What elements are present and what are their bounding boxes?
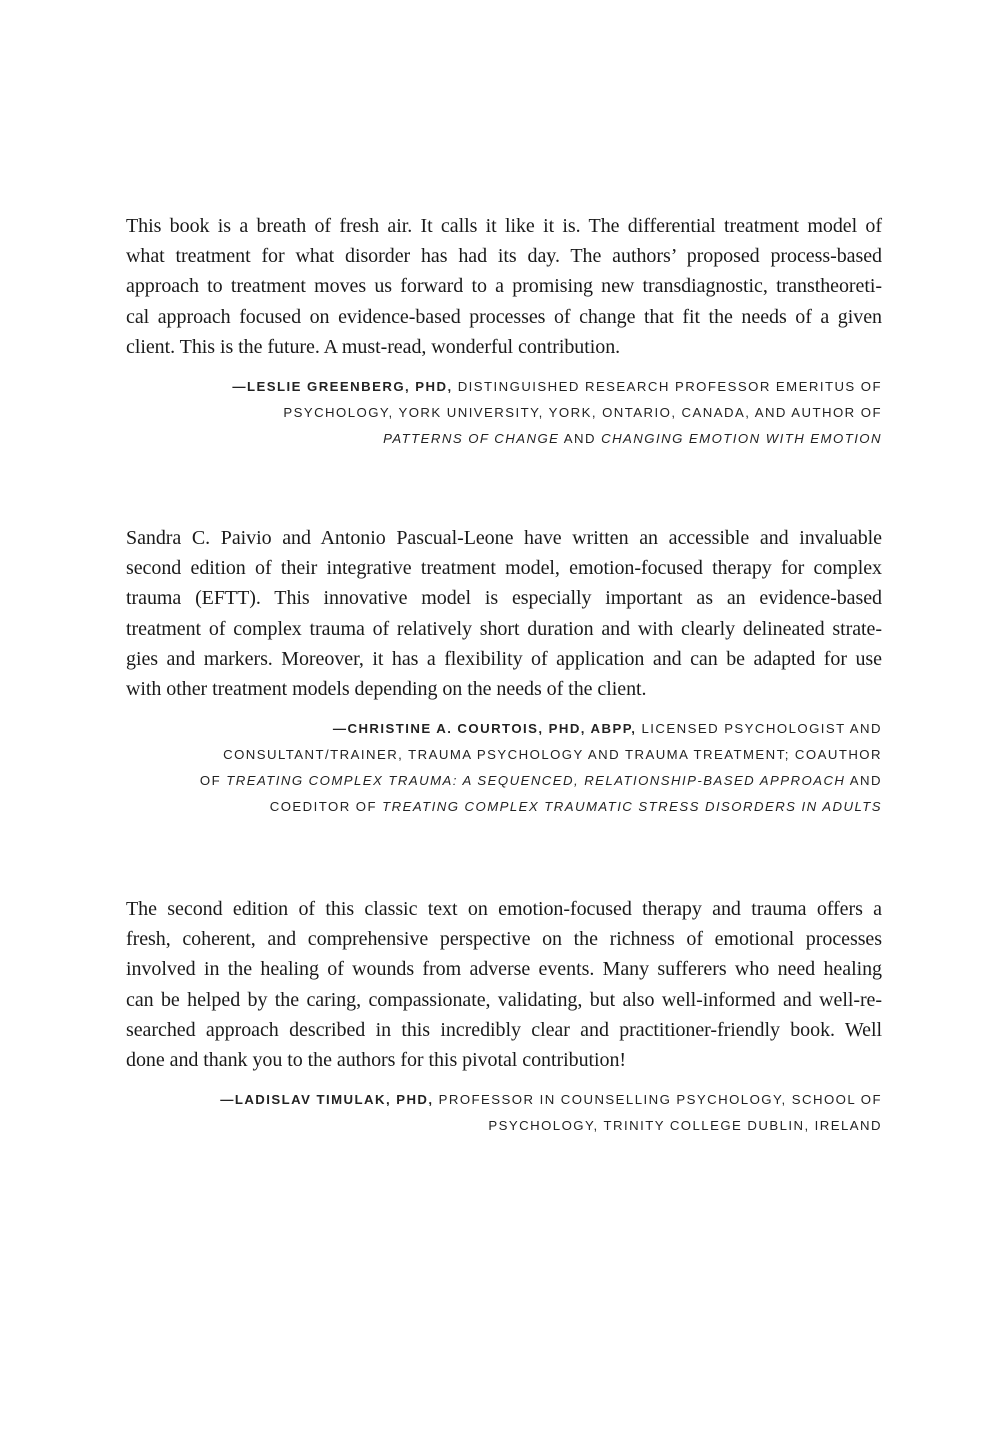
- attribution-line: [126, 426, 882, 452]
- book-title: PATTERNS OF CHANGE: [383, 431, 560, 447]
- quote-line: involved in the healing of wounds from adverse events. Many sufferers who need healing: [126, 958, 882, 981]
- quote-line: This book is a breath of fresh air. It calls it like it is. The differential treatment model of: [126, 215, 882, 237]
- attribution-text: OF: [199, 773, 227, 789]
- quote-line: treatment of complex trauma of relatively short duration and with clearly delineated strate-: [126, 617, 882, 640]
- quote-line: fresh, coherent, and comprehensive perspective on the richness of emotional processes: [126, 928, 882, 951]
- endorsement-courtois: [126, 523, 882, 820]
- attribution-line: PSYCHOLOGY, TRINITY COLLEGE DUBLIN, IRELAND: [488, 1118, 882, 1134]
- endorser-name: —CHRISTINE A. COURTOIS, PHD, ABPP,: [332, 721, 637, 737]
- attribution-text: AND: [845, 773, 882, 789]
- attribution-text: DISTINGUISHED RESEARCH PROFESSOR EMERITUS OF: [452, 379, 882, 395]
- endorsement-timulak: [126, 894, 882, 1139]
- endorsement-quote: [126, 211, 882, 362]
- attribution-text: COEDITOR OF: [269, 799, 383, 815]
- endorser-name: —LESLIE GREENBERG, PHD,: [232, 379, 453, 395]
- attribution-text: PROFESSOR IN COUNSELLING PSYCHOLOGY, SCHOOL OF: [433, 1092, 882, 1108]
- quote-line: trauma (EFTT). This innovative model is especially important as an evidence-based: [126, 587, 882, 610]
- attribution-line: [126, 768, 882, 794]
- attribution-line: CONSULTANT/TRAINER, TRAUMA PSYCHOLOGY AND TRAUMA TREATMENT; COAUTHOR: [223, 747, 882, 763]
- quote-line: done and thank you to the authors for this pivotal contribution!: [126, 1049, 627, 1072]
- book-title: TREATING COMPLEX TRAUMA: A SEQUENCED, RELATIONSHIP-BASED APPROACH: [226, 773, 846, 789]
- quote-line: approach to treatment moves us forward to a promising new transdiagnostic, transtheoreti-: [126, 275, 882, 298]
- attribution-line: [126, 794, 882, 820]
- quote-line: gies and markers. Moreover, it has a flexibility of application and can be adapted for use: [126, 647, 882, 670]
- book-title: TREATING COMPLEX TRAUMATIC STRESS DISORDERS IN ADULTS: [382, 799, 882, 815]
- quote-line: cal approach focused on evidence-based processes of change that fit the needs of a given: [126, 305, 882, 328]
- endorsement-greenberg: [126, 211, 882, 452]
- endorsement-quote: [126, 894, 882, 1075]
- attribution-line: PSYCHOLOGY, YORK UNIVERSITY, YORK, ONTARIO, CANADA, AND AUTHOR OF: [283, 405, 882, 421]
- quote-line: searched approach described in this incredibly clear and practitioner-friendly book. Well: [126, 1018, 882, 1041]
- attribution-text: AND: [559, 431, 602, 447]
- quote-line: with other treatment models depending on the needs of the client.: [126, 678, 647, 701]
- endorser-name: —LADISLAV TIMULAK, PHD,: [220, 1092, 434, 1108]
- quote-line: Sandra C. Paivio and Antonio Pascual-Leone have written an accessible and invaluable: [126, 527, 882, 549]
- attribution-line: [126, 1087, 882, 1113]
- attribution-text: LICENSED PSYCHOLOGIST AND: [636, 721, 882, 737]
- endorsement-attribution: [126, 716, 882, 820]
- attribution-line: [126, 374, 882, 400]
- quote-line: The second edition of this classic text on emotion-focused therapy and trauma offers a: [126, 898, 882, 920]
- endorsement-attribution: [126, 374, 882, 452]
- endorsement-attribution: [126, 1087, 882, 1139]
- quote-line: can be helped by the caring, compassionate, validating, but also well-informed and well-re-: [126, 988, 882, 1011]
- book-title: CHANGING EMOTION WITH EMOTION: [601, 431, 882, 447]
- quote-line: what treatment for what disorder has had its day. The authors’ proposed process-based: [126, 245, 882, 268]
- quote-line: client. This is the future. A must-read, wonderful contribution.: [126, 335, 621, 358]
- attribution-line: [126, 716, 882, 742]
- quote-line: second edition of their integrative treatment model, emotion-focused therapy for complex: [126, 557, 882, 580]
- endorsement-quote: [126, 523, 882, 704]
